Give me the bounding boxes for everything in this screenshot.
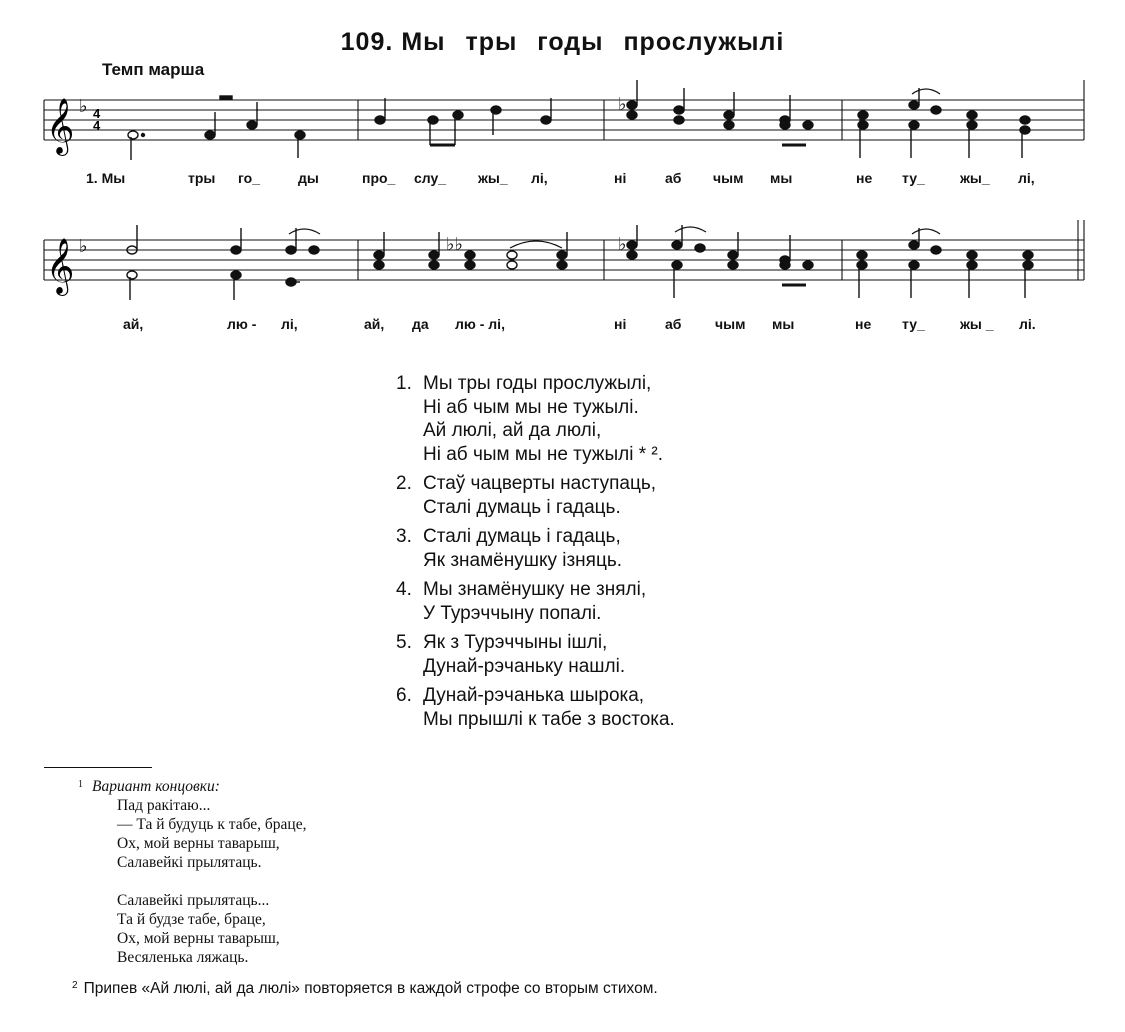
verse-line: Ні аб чым мы не тужылі. [423, 396, 639, 418]
svg-text:4: 4 [93, 118, 101, 133]
footnote-line: Ох, мой верны таварыш, [117, 835, 280, 852]
lyric-syllable: ту_ [902, 316, 925, 332]
verse-line: Мы прышлі к табе з востока. [423, 708, 675, 730]
verse-line: Сталі думаць і гадаць. [423, 496, 621, 518]
footnote-mark: 2 [72, 980, 78, 991]
lyric-syllable: ту_ [902, 170, 925, 186]
verse-line: Дунай-рэчанька шырока, [423, 685, 645, 706]
verse-number: 3. [396, 526, 412, 547]
song-number: 109. [340, 28, 394, 56]
svg-text:♭: ♭ [618, 94, 627, 115]
lyric-syllable: про_ [362, 170, 396, 186]
verse [396, 472, 675, 519]
lyric-syllable: аб [665, 170, 682, 186]
verse-line: Сталі думаць і гадаць, [423, 526, 621, 547]
verse-number: 1. [396, 373, 412, 394]
svg-text:♭: ♭ [79, 236, 88, 257]
svg-text:𝄞: 𝄞 [46, 238, 75, 294]
song-title-text: Мы тры годы прослужылі [401, 28, 785, 56]
time-signature: 4 [93, 106, 101, 121]
treble-clef-icon: 𝄞 [46, 98, 75, 154]
verse-number: 6. [396, 685, 412, 706]
verse-line: Ні аб чым мы не тужылі * ². [423, 443, 664, 465]
lyric-syllable: ні [614, 170, 627, 186]
lyric-syllable: чым [713, 170, 744, 186]
lyric-syllable: лі, [281, 316, 298, 332]
lyric-syllable: жы _ [960, 316, 994, 332]
footnote-line: Салавейкі прылятаць. [117, 854, 262, 871]
verse [396, 684, 675, 731]
footnote-line: Салавейкі прылятаць... [117, 892, 270, 909]
verse-line: Мы знамёнушку не знялі, [423, 579, 647, 600]
lyric-syllable: го_ [238, 170, 260, 186]
tempo-marking: Темп марша [102, 60, 205, 79]
verse-number: 5. [396, 632, 412, 653]
verse [396, 525, 675, 572]
lyric-syllable: ні [614, 316, 627, 332]
footnote-line: Весяленька ляжаць. [117, 949, 249, 966]
verses-block [396, 372, 675, 737]
footnote-line: Та й будзе табе, браце, [117, 911, 266, 928]
footnote-2 [72, 980, 658, 998]
lyric-syllable: аб [665, 316, 682, 332]
verse-line: Мы тры годы прослужылі, [423, 373, 652, 394]
lyric-syllable: лі, [531, 170, 548, 186]
svg-text:♭: ♭ [618, 234, 627, 255]
verse-line: Дунай-рэчаньку нашлі. [423, 655, 626, 677]
footnote-line: — Та й будуць к табе, браце, [117, 816, 307, 833]
music-staff-line2 [0, 220, 1125, 305]
verse-line: У Турэччыну попалі. [423, 602, 602, 624]
lyric-syllable: не [856, 170, 873, 186]
verse [396, 372, 675, 466]
lyric-syllable: жы_ [478, 170, 508, 186]
lyric-syllable: ды [298, 170, 319, 186]
footnote-mark: 1 [78, 779, 83, 790]
verse-line: Як з Турэччыны ішлі, [423, 632, 608, 653]
footnote-divider [44, 767, 152, 768]
lyric-syllable: слу_ [414, 170, 447, 186]
footnote-text: Припев «Ай люлі, ай да люлі» повторяется в каждой строфе со вторым стихом. [83, 980, 658, 997]
verse-number: 2. [396, 473, 412, 494]
lyric-syllable: 1. Мы [86, 170, 126, 186]
lyric-syllable: лі. [1019, 316, 1036, 332]
lyric-syllable: тры [188, 170, 216, 186]
lyric-syllable: да [412, 316, 429, 332]
flat-icon: ♭ [79, 96, 88, 117]
lyric-syllable: чым [715, 316, 746, 332]
verse [396, 631, 675, 678]
song-title [0, 28, 1125, 57]
footnote-1 [78, 777, 306, 967]
notes-line2 [127, 225, 1033, 300]
footnote-heading: Вариант концовки: [92, 778, 220, 795]
verse-line: Як знамёнушку ізняць. [423, 549, 623, 571]
lyric-syllable: не [855, 316, 872, 332]
verse-line: Ай люлі, ай да люлі, [423, 420, 602, 441]
verse-number: 4. [396, 579, 412, 600]
lyric-syllable: мы [770, 170, 793, 186]
verse [396, 578, 675, 625]
footnote-line: Ох, мой верны таварыш, [117, 930, 280, 947]
svg-text:♭♭: ♭♭ [446, 234, 463, 255]
lyric-syllable: ай, [123, 316, 144, 332]
music-staff-line1 [0, 80, 1125, 160]
lyric-syllable: ай, [364, 316, 385, 332]
verse-line: Стаў чацверты наступаць, [423, 473, 657, 494]
lyric-syllable: лю - [227, 316, 257, 332]
lyric-syllable: жы_ [960, 170, 990, 186]
lyric-syllable: лі, [1018, 170, 1035, 186]
lyric-syllable: лю - лі, [455, 316, 505, 332]
lyric-syllable: мы [772, 316, 795, 332]
footnote-line: Пад ракітаю... [117, 797, 211, 814]
